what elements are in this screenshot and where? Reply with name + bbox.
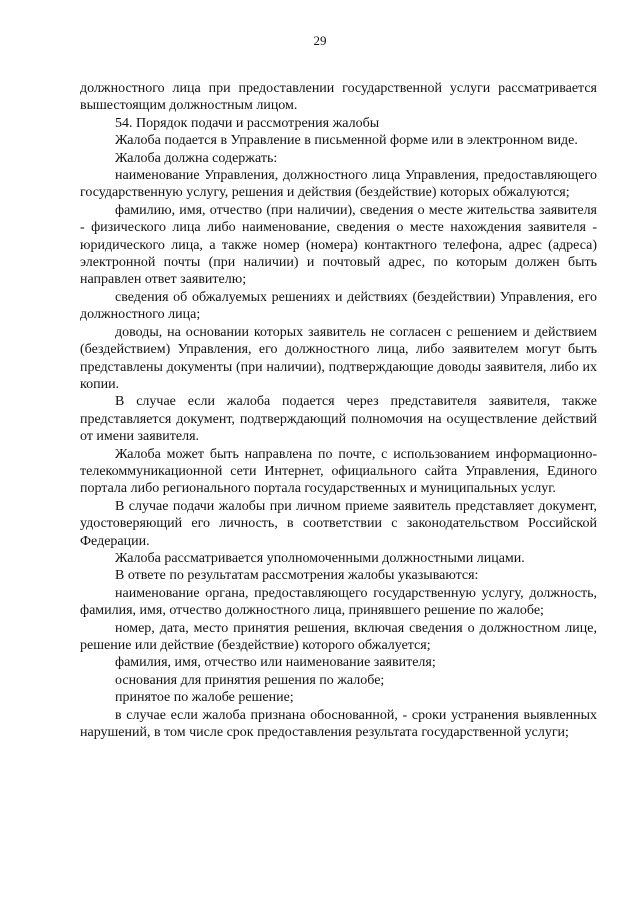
paragraph: в случае если жалоба признана обоснованной, - сроки устранения выявленных нарушений, в том числе срок предоставления результата государственной услуги; — [80, 707, 597, 741]
paragraph: наименование Управления, должностного лица Управления, предоставляющего государственную услугу, решения и действия (бездействие) которых обжалуются; — [80, 168, 597, 201]
document-body — [80, 80, 597, 741]
paragraph: Жалоба подается в Управление в письменной форме или в электронном виде. — [115, 133, 578, 149]
paragraph: основания для принятия решения по жалобе; — [115, 672, 385, 688]
paragraph: наименование органа, предоставляющего государственную услугу, должность, фамилия, имя, отчество должностного лица, принявшего решение по жалобе; — [80, 585, 597, 619]
paragraph: фамилию, имя, отчество (при наличии), сведения о месте жительства заявителя - физического лица либо наименование, сведения о месте нахождения заявителя - юридического лица, а также номер (номера) контактного телефона, адрес (адреса) электронной почты (при наличии) и почтовый адрес, по которым должен быть направлен ответ заявителю; — [80, 202, 597, 288]
paragraph: В случае если жалоба подается через представителя заявителя, также представляется документ, подтверждающий полномочия на осуществление действий от имени заявителя. — [80, 394, 597, 445]
paragraph: Жалоба может быть направлена по почте, с использованием информационно-телекоммуникационной сети Интернет, официального сайта Управления, Единого портала либо регионального портала государственных и муниципальных услуг. — [80, 446, 597, 497]
paragraph: В ответе по результатам рассмотрения жалобы указываются: — [115, 568, 479, 584]
paragraph: Жалоба рассматривается уполномоченными должностными лицами. — [115, 550, 525, 566]
paragraph: Жалоба должна содержать: — [115, 150, 278, 166]
page-number: 29 — [313, 33, 327, 48]
paragraph: номер, дата, место принятия решения, включая сведения о должностном лице, решение или действие (бездействие) которого обжалуется; — [80, 620, 597, 653]
paragraph: доводы, на основании которых заявитель не согласен с решением и действием (бездействием) Управления, его должностного лица, либо заявителем могут быть представлены документы (при наличии), подтверждающие доводы заявителя, либо их копии. — [80, 324, 597, 392]
paragraph: должностного лица при предоставлении государственной услуги рассматривается вышестоящим должностным лицом. — [80, 81, 597, 114]
paragraph: сведения об обжалуемых решениях и действиях (бездействии) Управления, его должностного лица; — [80, 289, 597, 323]
paragraph: принятое по жалобе решение; — [115, 690, 294, 706]
paragraph: В случае подачи жалобы при личном приеме заявитель представляет документ, удостоверяющий его личность, в соответствии с законодательством Российской Федерации. — [80, 498, 597, 549]
paragraph: 54. Порядок подачи и рассмотрения жалобы — [115, 115, 380, 131]
paragraph: фамилия, имя, отчество или наименование заявителя; — [115, 655, 436, 671]
